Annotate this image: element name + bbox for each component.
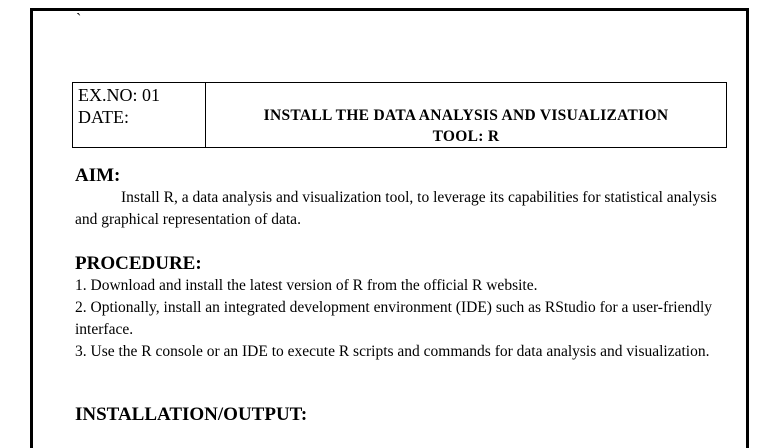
procedure-step-2: 2. Optionally, install an integrated development environment (IDE) such as RStudio for a user-friendly interface. bbox=[75, 299, 713, 338]
ex-no-label: EX.NO: 01 bbox=[78, 85, 160, 105]
stray-mark: ` bbox=[76, 11, 82, 28]
procedure-step-3: 3. Use the R console or an IDE to execute R scripts and commands for data analysis and visualization. bbox=[75, 343, 710, 360]
aim-heading: AIM: bbox=[75, 165, 121, 186]
exercise-info-cell bbox=[73, 83, 206, 148]
date-label: DATE: bbox=[78, 107, 129, 127]
exercise-title-cell bbox=[206, 83, 727, 148]
exercise-title-line2: TOOL: R bbox=[432, 128, 500, 145]
procedure-step-1: 1. Download and install the latest version of R from the official R website. bbox=[75, 277, 538, 294]
procedure-heading: PROCEDURE: bbox=[75, 253, 202, 274]
exercise-header-table bbox=[72, 82, 727, 148]
aim-text: Install R, a data analysis and visualization tool, to leverage its capabilities for statistical analysis and graphical representation of data. bbox=[75, 189, 717, 228]
exercise-title-line1: INSTALL THE DATA ANALYSIS AND VISUALIZATION bbox=[263, 107, 669, 124]
installation-output-heading: INSTALLATION/OUTPUT: bbox=[75, 404, 308, 425]
